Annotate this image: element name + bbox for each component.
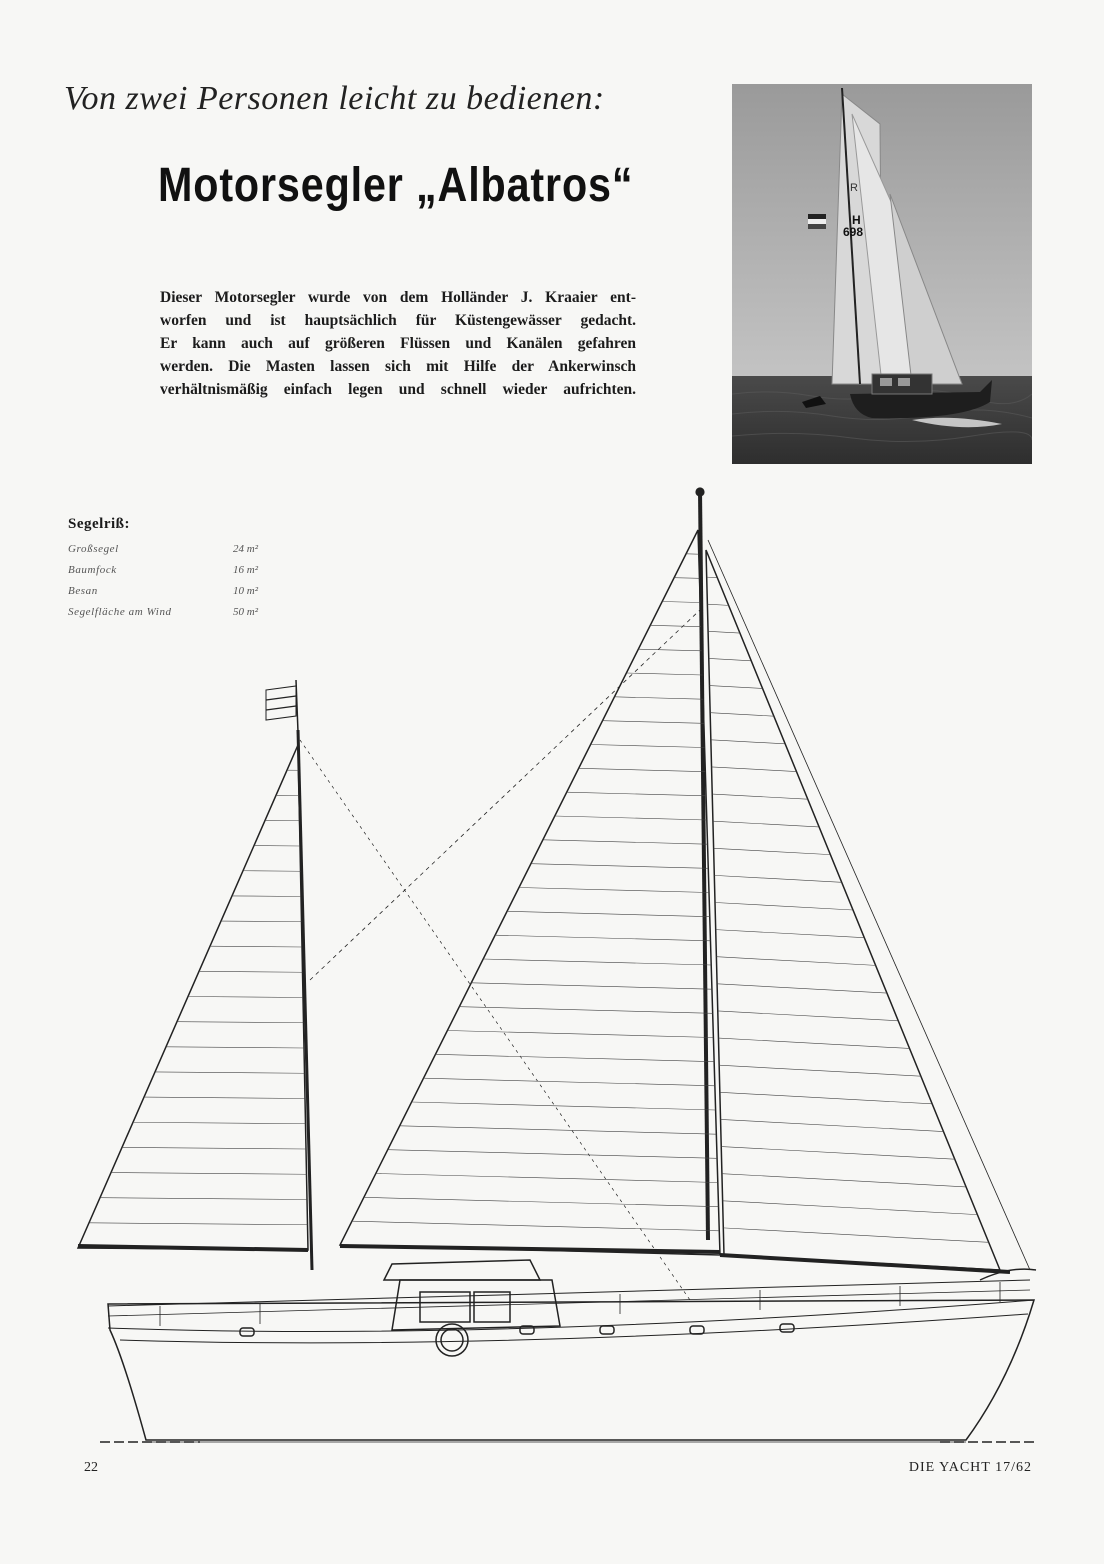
intro-line: verhältnismäßig einfach legen und schnell wieder aufrichten. bbox=[160, 381, 636, 398]
sail-seam bbox=[710, 713, 774, 716]
sail-seam bbox=[210, 946, 302, 947]
sail-seam bbox=[707, 577, 718, 578]
sail-seam bbox=[713, 821, 819, 827]
sail-seam bbox=[714, 848, 831, 854]
sail-seam bbox=[424, 1078, 715, 1086]
sail-seam bbox=[674, 578, 699, 579]
mizzen-mast bbox=[298, 730, 312, 1270]
sail-seam bbox=[133, 1122, 306, 1124]
sailing-photo-illustration bbox=[732, 84, 1032, 464]
sail-seam bbox=[155, 1072, 305, 1073]
sail-seam bbox=[177, 1022, 304, 1023]
sailing-photo bbox=[732, 84, 1032, 464]
sail-seam bbox=[435, 1054, 714, 1061]
sail-seam bbox=[718, 1038, 909, 1048]
rig-row-name: Großsegel bbox=[68, 543, 119, 555]
sail-seam bbox=[715, 903, 853, 911]
sail-seam bbox=[707, 604, 728, 605]
sail-seam bbox=[89, 1223, 308, 1225]
intro-paragraph bbox=[160, 286, 636, 401]
sail-seam bbox=[723, 1201, 978, 1215]
sail-seam bbox=[626, 673, 702, 675]
sail-letter: R bbox=[850, 182, 858, 194]
sail-seam bbox=[716, 930, 865, 938]
sail-seam bbox=[376, 1174, 718, 1183]
sail-seam bbox=[709, 686, 762, 689]
sail-seam bbox=[723, 1228, 988, 1242]
sail-seam bbox=[720, 1092, 932, 1104]
sail-seam bbox=[721, 1119, 944, 1131]
sail-seam bbox=[718, 1011, 898, 1021]
mainsail bbox=[340, 530, 720, 1255]
sail-seam bbox=[388, 1150, 717, 1159]
rig-row-name: Segelfläche am Wind bbox=[68, 606, 172, 618]
sail-seam bbox=[712, 767, 797, 772]
sail-seam bbox=[662, 602, 700, 603]
sail-seam bbox=[400, 1126, 717, 1134]
sail-seam bbox=[722, 1174, 966, 1187]
sail-seam bbox=[447, 1031, 713, 1038]
sail-seam bbox=[567, 792, 706, 796]
sail-seam bbox=[507, 911, 710, 916]
sail-seam bbox=[717, 984, 887, 993]
sail-seam bbox=[719, 1065, 921, 1076]
sail-letters: H bbox=[852, 213, 861, 227]
sail-seam bbox=[199, 971, 303, 972]
sail-seam bbox=[144, 1097, 305, 1098]
sail-seam bbox=[459, 1007, 712, 1014]
sail-seam bbox=[166, 1047, 304, 1048]
sail-seam bbox=[711, 740, 785, 744]
sail-seam bbox=[243, 871, 301, 872]
sail-seam bbox=[531, 864, 708, 869]
flag-icon bbox=[266, 680, 298, 732]
sail-seam bbox=[122, 1147, 306, 1149]
rig-row-value: 50 m² bbox=[233, 606, 258, 618]
rig-table-title: Segelriß: bbox=[68, 516, 130, 532]
sail-seam bbox=[712, 794, 808, 799]
page-number: 22 bbox=[84, 1460, 98, 1475]
hull bbox=[108, 1260, 1036, 1440]
sail-seam bbox=[519, 888, 709, 893]
intro-line: worfen und ist hauptsächlich für Küstengewässer gedacht. bbox=[160, 312, 636, 329]
sail-seam bbox=[188, 997, 303, 998]
sail-seam bbox=[709, 658, 751, 660]
sail-seam bbox=[638, 649, 701, 651]
sail-seam bbox=[471, 983, 712, 989]
rig-row-value: 24 m² bbox=[233, 543, 258, 555]
rig-row-value: 16 m² bbox=[233, 564, 258, 576]
sail-seam bbox=[579, 768, 706, 771]
sail-seam bbox=[555, 816, 707, 820]
sail-seam bbox=[543, 840, 708, 844]
sail-seam bbox=[221, 921, 302, 922]
sail-seam bbox=[591, 745, 705, 748]
sail-seam bbox=[721, 1147, 955, 1160]
sail-seam bbox=[714, 875, 841, 882]
sail-seam bbox=[650, 625, 701, 626]
sail-seam bbox=[100, 1198, 307, 1200]
intro-line: werden. Die Masten lassen sich mit Hilfe der Ankerwinsch bbox=[160, 358, 636, 375]
sail-seam bbox=[708, 631, 740, 633]
sail-seam bbox=[603, 721, 704, 724]
magazine-issue: DIE YACHT 17/62 bbox=[908, 1460, 1032, 1475]
sail-seam bbox=[352, 1221, 719, 1231]
intro-line: Dieser Motorsegler wurde von dem Holländer J. Kraaier ent- bbox=[160, 289, 636, 306]
sail-seam bbox=[495, 935, 710, 941]
sail-seam bbox=[111, 1173, 307, 1175]
sail-number: 698 bbox=[843, 225, 864, 239]
sail-seam bbox=[232, 896, 301, 897]
sail-seam bbox=[614, 697, 703, 699]
sail-plan-drawing bbox=[0, 480, 1104, 1460]
sail-seam bbox=[716, 957, 875, 966]
rig-row-name: Besan bbox=[68, 585, 98, 597]
intro-line: Er kann auch auf größeren Flüssen und Kanälen gefahren bbox=[160, 335, 636, 352]
sail-seam bbox=[364, 1197, 719, 1206]
rig-row-value: 10 m² bbox=[233, 585, 258, 597]
sail-seam bbox=[412, 1102, 716, 1110]
kicker-subtitle: Von zwei Personen leicht zu bedienen: bbox=[64, 80, 605, 117]
page-title: Motorsegler „Albatros“ bbox=[158, 159, 634, 212]
rig-row-name: Baumfock bbox=[68, 564, 117, 576]
sail-seam bbox=[483, 959, 711, 965]
